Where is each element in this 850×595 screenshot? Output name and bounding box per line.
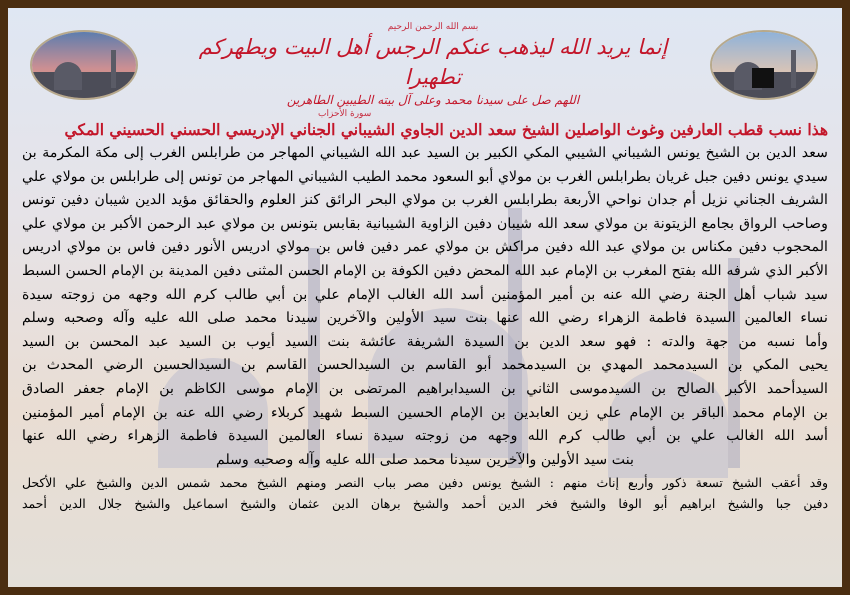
- quran-verse: إنما يريد الله ليذهب عنكم الرجس أهل البيت ويطهركم تطهيرا: [198, 35, 668, 89]
- text-line: الأكبر الذي شرفه الله بفتح المغرب بن الإمام عبد الله المحض دفين الكوفة بن الإمام الحسن المثنى دفين المدينة بن الإمام الحسن السبط: [22, 262, 828, 279]
- calligraphy-header: [198, 22, 668, 118]
- text-line: وصاحب الرواق بجامع الزيتونة بن مولاي سعد الله شيبان دفين الزاوية الشيبانية بقابس بتونس بن مولاي عبد الرحمن الأكبر بن مولاي علي: [22, 215, 828, 232]
- text-line: وأما نسبه من جهة والدته : فهو سعد الدين بن السيدة الشريفة عائشة بنت السيد أيوب بن السيد عبد المحسن بن السيد: [22, 333, 828, 350]
- text-line: الشريف الجناني نزيل أم جدان نواحي الأربعة بطرابلس الغرب بن مولاي البحر الرائق كنز العلوم والحقائق مؤيد الدين شيبان دفين تونس: [22, 192, 828, 209]
- text-line: بنت سيد الأولين والآخرين سيدنا محمد صلى الله عليه وآله وصحبه وسلم: [216, 451, 634, 468]
- basmala: بسم الله الرحمن الرحيم: [387, 22, 479, 32]
- page-title: هذا نسب قطب العارفين وغوث الواصلين الشيخ سعد الدين الجاوي الشيباني الجناني الإدريسي الحسني الحسيني المكي: [64, 120, 828, 139]
- verse-reference: سورة الأحزاب: [318, 109, 372, 119]
- text-line: دفين جبا والشيخ ابراهيم أبو الوفا والشيخ فخر الدين أحمد والشيخ برهان الدين عثمان والشيخ اسماعيل والشيخ جلال الدين أحمد: [22, 496, 828, 512]
- text-line: المحجوب دفين مكناس بن مولاي عبد الله دفين مراكش بن مولاي عمر دفين فاس بن مولاي ادريس الأنور دفين فاس بن مولاي ادريس: [22, 239, 828, 256]
- text-line: يحيى المكي بن السيدمحمد المهدي بن السيدمحمد أبو القاسم بن السيدالحسن القاسم بن السيدالحسين الرضي المحدث بن: [22, 357, 828, 374]
- kaaba-image: [710, 30, 818, 100]
- text-line: سعد الدين بن الشيخ يونس الشيباني الشيبي المكي الكبير بن السيد عبد الله الشيباني المهاجر من طرابلس الغرب إلى مكة المكرمة بن: [22, 145, 828, 161]
- salawat-line: اللهم صل على سيدنا محمد وعلى آل بيته الطيبين الطاهرين: [286, 93, 580, 107]
- text-line: بن الإمام محمد الباقر بن الإمام علي زين العابدين بن الإمام الحسين السبط شهيد كربلاء رضي الله عنه بن الإمام أمير المؤمنين: [22, 404, 828, 421]
- text-line: نساء العالمين السيدة فاطمة الزهراء رضي الله عنها بنت سيد الأولين والآخرين سيدنا محمد صلى الله عليه وآله وصحبه وسلم: [22, 310, 828, 327]
- mosque-sunset-image: [30, 30, 138, 100]
- text-line: أسد الله الغالب علي بن أبي طالب كرم الله وجهه من زوجته سيدة نساء العالمين السيدة فاطمة الزهراء رضي الله عنها: [22, 428, 828, 445]
- text-line: سيدي يونس دفين جبل غريان بطرابلس الغرب بن مولاي أبو السعود محمد الطيب الشيباني المهاجر من تونس إلى طرابلس بن مولاي علي: [22, 168, 828, 185]
- text-line: وقد أعقب الشيخ تسعة ذكور وأربع إناث منهم : الشيخ يونس دفين مصر بباب النصر ومنهم الشيخ محمد شمس الدين والشيخ علي الأكحل: [22, 475, 828, 491]
- text-line: سيد شباب أهل الجنة رضي الله عنه بن أمير المؤمنين أسد الله الغالب الإمام علي بن أبي طالب كرم الله وجهه من زوجته سيدة: [22, 286, 828, 303]
- text-line: السيدأحمد الأكبر الصالح بن السيدموسى الثاني بن السيدابراهيم المرتضى بن الإمام موسى الكاظم بن الإمام جعفر الصادق: [22, 380, 828, 397]
- lineage-body: [22, 142, 828, 514]
- genealogy-text: [22, 118, 828, 514]
